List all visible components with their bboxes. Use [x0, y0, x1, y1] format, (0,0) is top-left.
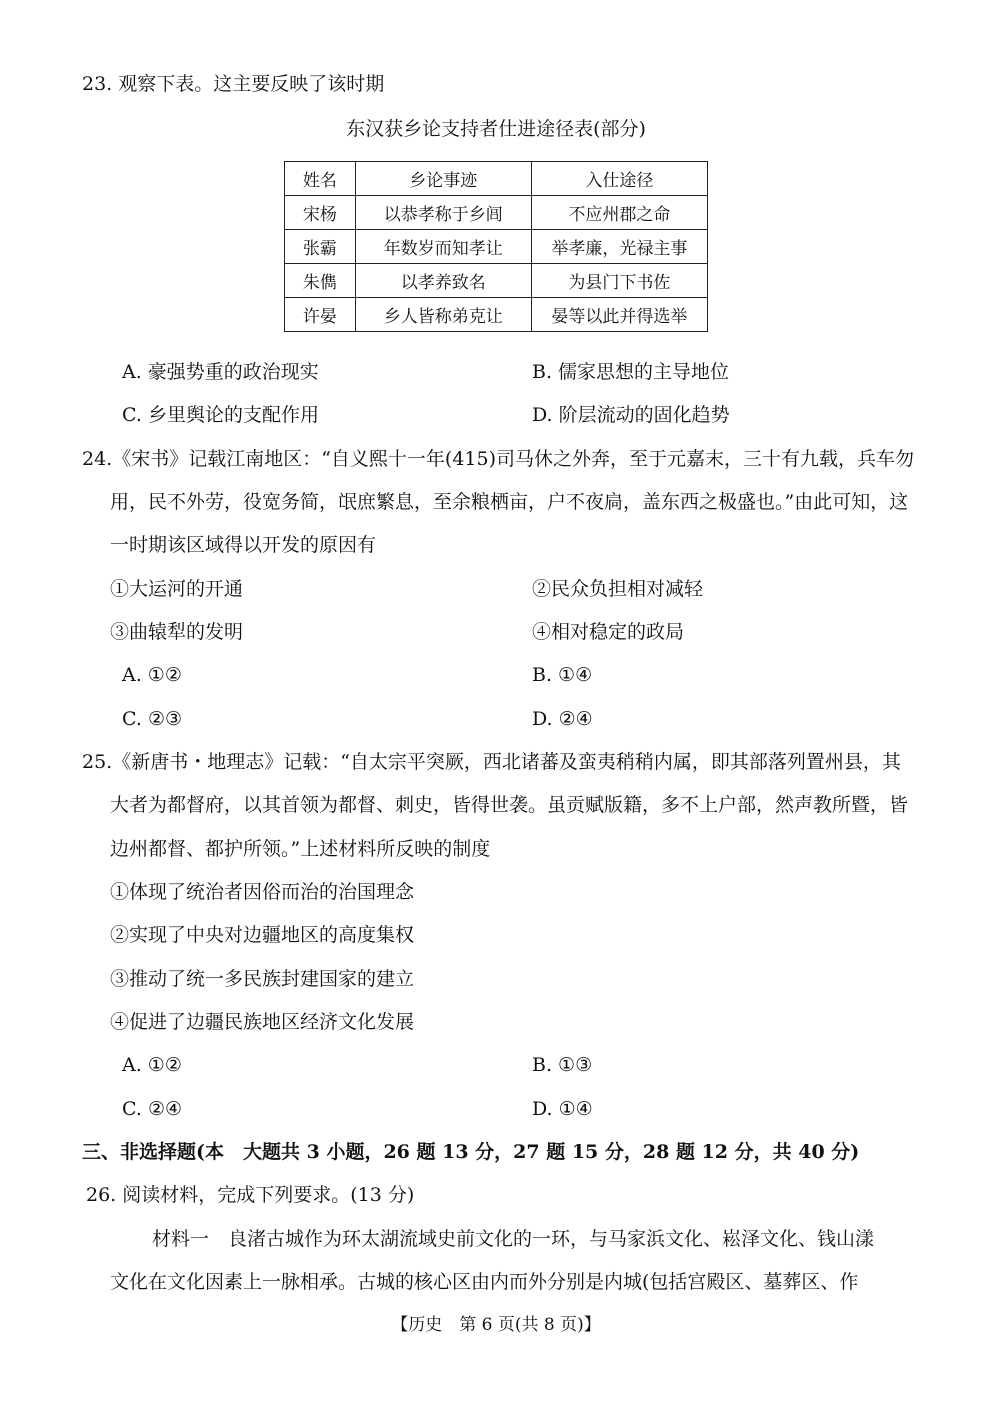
q23-stem: 23. 观察下表。这主要反映了该时期 — [82, 73, 385, 95]
q24-option-b: B. ①④ — [532, 664, 593, 686]
q24-item-1: ①大运河的开通 — [110, 578, 244, 600]
q24-item-4: ④相对稳定的政局 — [532, 621, 685, 643]
q25-line-2: 大者为都督府，以其首领为都督、刺史，皆得世袭。虽贡赋版籍，多不上户部，然声教所暨，皆 — [110, 794, 909, 816]
table-row — [285, 196, 708, 230]
table-cell: 乡人皆称弟克让 — [355, 298, 531, 332]
table-cell: 以恭孝称于乡闾 — [355, 196, 531, 230]
q25-option-c: C. ②④ — [122, 1098, 183, 1120]
q23-option-c: C. 乡里舆论的支配作用 — [122, 404, 319, 426]
q24-option-c: C. ②③ — [122, 708, 183, 730]
table-row — [285, 230, 708, 264]
q24-line-3: 一时期该区域得以开发的原因有 — [110, 534, 377, 556]
table-cell: 举孝廉，光禄主事 — [531, 230, 707, 264]
q24-line-2: 用，民不外劳，役宽务简，氓庶繁息，至余粮栖亩，户不夜扃，盖东西之极盛也。”由此可知，这 — [110, 491, 909, 513]
q24-item-3: ③曲辕犁的发明 — [110, 621, 244, 643]
table-header-cell: 姓名 — [285, 162, 356, 196]
q26-stem: 26. 阅读材料，完成下列要求。(13 分) — [86, 1184, 415, 1206]
table-cell: 晏等以此并得选举 — [531, 298, 707, 332]
table-cell: 不应州郡之命 — [531, 196, 707, 230]
q25-option-d: D. ①④ — [532, 1098, 593, 1120]
q23-table-title: 东汉获乡论支持者仕进途径表(部分) — [346, 118, 646, 140]
table-cell: 朱儁 — [285, 264, 356, 298]
q24-option-a: A. ①② — [122, 664, 182, 686]
q26-material-line-1: 材料一 良渚古城作为环太湖流域史前文化的一环，与马家浜文化、崧泽文化、钱山漾 — [152, 1228, 875, 1250]
q24-option-d: D. ②④ — [532, 708, 593, 730]
page-footer: 【历史 第 6 页(共 8 页)】 — [391, 1315, 601, 1335]
table-cell: 许晏 — [285, 298, 356, 332]
q25-item-3: ③推动了统一多民族封建国家的建立 — [110, 968, 415, 990]
table-cell: 为县门下书佐 — [531, 264, 707, 298]
q24-item-2: ②民众负担相对减轻 — [532, 578, 704, 600]
table-header-cell: 入仕途径 — [531, 162, 707, 196]
q24-line-1: 24.《宋书》记载江南地区：“自义熙十一年(415)司马休之外奔，至于元嘉末，三十有九载，兵车勿 — [82, 448, 915, 470]
section-3-heading: 三、非选择题(本 大题共 3 小题，26 题 13 分，27 题 15 分，28 题 12 分，共 40 分) — [82, 1141, 860, 1163]
q23-option-b: B. 儒家思想的主导地位 — [532, 361, 730, 383]
table-header-cell: 乡论事迹 — [355, 162, 531, 196]
q23-option-d: D. 阶层流动的固化趋势 — [532, 404, 730, 426]
table-cell: 年数岁而知孝让 — [355, 230, 531, 264]
table-cell: 以孝养致名 — [355, 264, 531, 298]
table-row — [285, 298, 708, 332]
q25-item-4: ④促进了边疆民族地区经济文化发展 — [110, 1011, 415, 1033]
q25-line-1: 25.《新唐书・地理志》记载：“自太宗平突厥，西北诸蕃及蛮夷稍稍内属，即其部落列置州县，其 — [82, 751, 901, 773]
table-cell: 宋杨 — [285, 196, 356, 230]
q26-material-line-2: 文化在文化因素上一脉相承。古城的核心区由内而外分别是内城(包括宫殿区、墓葬区、作 — [110, 1271, 859, 1293]
q25-option-b: B. ①③ — [532, 1054, 593, 1076]
table-row — [285, 264, 708, 298]
table-header-row — [285, 162, 708, 196]
q23-table — [284, 161, 708, 332]
q25-line-3: 边州都督、都护所领。”上述材料所反映的制度 — [110, 838, 491, 860]
q25-item-1: ①体现了统治者因俗而治的治国理念 — [110, 881, 415, 903]
table-cell: 张霸 — [285, 230, 356, 264]
q25-option-a: A. ①② — [122, 1054, 182, 1076]
q25-item-2: ②实现了中央对边疆地区的高度集权 — [110, 924, 415, 946]
q23-option-a: A. 豪强势重的政治现实 — [122, 361, 319, 383]
